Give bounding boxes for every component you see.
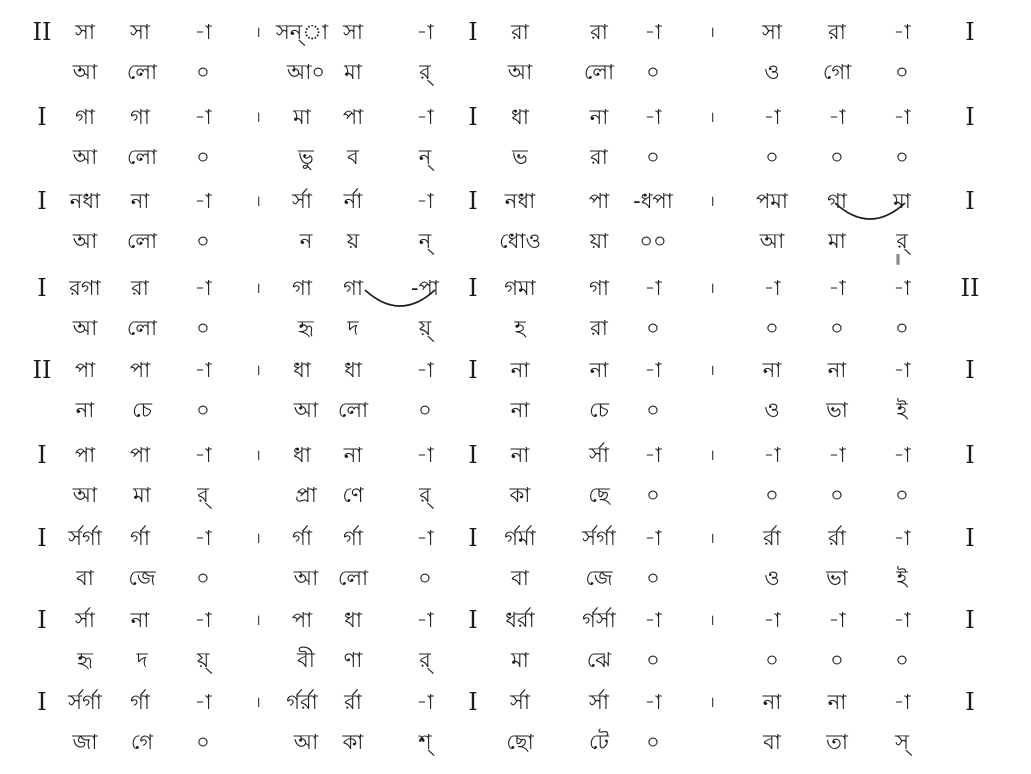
lyric-syllable: য়্‌ <box>418 316 432 340</box>
lyric-syllable: আ <box>72 229 98 253</box>
beat-divider: । <box>709 611 715 629</box>
swara-note: ধা <box>511 105 529 129</box>
bar-line: I <box>468 18 478 46</box>
swara-note: না <box>762 358 782 382</box>
swara-note: রা <box>131 276 149 300</box>
lyric-line <box>0 560 1031 596</box>
bar-line: I <box>965 688 975 716</box>
beat-divider: । <box>255 192 261 210</box>
bar-line: I <box>965 187 975 215</box>
lyric-syllable: ও <box>764 60 780 84</box>
swara-note: র্সা <box>292 189 312 213</box>
lyric-syllable: ই <box>896 566 908 590</box>
swara-line <box>0 99 1031 135</box>
swara-note: রা <box>590 20 608 44</box>
lyric-line <box>0 139 1031 175</box>
lyric-syllable: জে <box>585 566 613 590</box>
bar-line: I <box>37 103 47 131</box>
swara-note: -া <box>416 105 434 129</box>
lyric-syllable: লো <box>583 60 615 84</box>
swara-note: নধা <box>69 189 101 213</box>
beat-divider: । <box>255 529 261 547</box>
lyric-syllable: ন <box>299 229 313 253</box>
lyric-syllable: দ <box>347 316 359 340</box>
lyric-syllable: ভা <box>826 566 848 590</box>
tie-mark: ‖ <box>895 252 901 265</box>
swara-note: -া <box>763 105 781 129</box>
lyric-syllable: স্‌ <box>895 730 909 754</box>
swara-note: র্সা <box>589 690 609 714</box>
lyric-syllable: হ <box>514 316 526 340</box>
lyric-syllable: আ <box>72 145 98 169</box>
swara-note: -া <box>416 443 434 467</box>
lyric-syllable: ব <box>347 145 359 169</box>
lyric-line <box>0 724 1031 760</box>
lyric-syllable: ০ <box>646 730 660 754</box>
bar-line: I <box>37 187 47 215</box>
swara-note: -া <box>893 608 911 632</box>
swara-note: সা <box>75 20 95 44</box>
lyric-syllable: বা <box>511 566 529 590</box>
swara-note: গা <box>292 276 312 300</box>
lyric-syllable: মা <box>344 60 362 84</box>
lyric-syllable: ০ <box>196 316 210 340</box>
swara-note: -া <box>644 20 662 44</box>
beat-divider: । <box>255 693 261 711</box>
lyric-syllable: চে <box>589 398 609 422</box>
swara-note: -া <box>194 526 212 550</box>
lyric-syllable: লো <box>126 316 158 340</box>
lyric-syllable: ০ <box>646 483 660 507</box>
swara-note: পা <box>129 358 151 382</box>
lyric-syllable: ০ <box>830 316 844 340</box>
beat-divider: । <box>709 279 715 297</box>
swara-note: সা <box>343 20 363 44</box>
lyric-syllable: ০ <box>765 316 779 340</box>
swara-note: না <box>130 189 150 213</box>
lyric-syllable: জে <box>128 566 156 590</box>
swara-note: না <box>827 358 847 382</box>
lyric-syllable: ০ <box>895 316 909 340</box>
swara-note: -া <box>644 276 662 300</box>
swara-note: -া <box>644 608 662 632</box>
lyric-syllable: ০ <box>830 648 844 672</box>
lyric-syllable: ০ <box>646 316 660 340</box>
lyric-syllable: র্‌ <box>419 60 431 84</box>
lyric-syllable: ০ <box>765 648 779 672</box>
swara-note: র্গা <box>343 526 363 550</box>
notation-row <box>0 183 1031 267</box>
lyric-syllable: ভা <box>826 398 848 422</box>
lyric-syllable: আ <box>72 316 98 340</box>
lyric-syllable: ০ <box>830 145 844 169</box>
swara-note: ধা <box>344 608 362 632</box>
swara-note: -া <box>893 105 911 129</box>
swara-note: -া <box>828 608 846 632</box>
lyric-syllable: গো <box>822 60 852 84</box>
swara-note: -া <box>194 105 212 129</box>
beat-divider: । <box>255 611 261 629</box>
double-bar-line: II <box>960 274 980 302</box>
lyric-syllable: আ০ <box>286 60 326 84</box>
beat-divider: । <box>255 446 261 464</box>
swara-note: -া <box>416 690 434 714</box>
swara-line <box>0 270 1031 306</box>
bar-line: I <box>468 688 478 716</box>
swara-note: মা <box>893 189 911 213</box>
beat-divider: । <box>255 108 261 126</box>
swara-note: -া <box>416 358 434 382</box>
lyric-syllable: ন্‌ <box>418 145 432 169</box>
lyric-syllable: আ <box>507 60 533 84</box>
lyric-syllable: ০ <box>196 145 210 169</box>
swara-note: না <box>762 690 782 714</box>
lyric-syllable: বা <box>76 566 94 590</box>
swara-line <box>0 14 1031 50</box>
lyric-syllable: জা <box>72 730 98 754</box>
swara-note: -া <box>763 443 781 467</box>
swara-note: -া <box>893 276 911 300</box>
lyric-syllable: লো <box>126 229 158 253</box>
swara-note: র্সর্গা <box>68 526 102 550</box>
lyric-syllable: আ <box>72 60 98 84</box>
lyric-syllable: ০ <box>895 145 909 169</box>
double-bar-line: II <box>32 18 52 46</box>
swara-note: -া <box>194 276 212 300</box>
lyric-syllable: ঝে <box>586 648 612 672</box>
lyric-syllable: তা <box>826 730 848 754</box>
swara-note: -া <box>828 276 846 300</box>
bar-line: I <box>37 441 47 469</box>
double-bar-line: II <box>32 356 52 384</box>
lyric-syllable: র্‌ <box>896 229 908 253</box>
swara-note: র্গা <box>292 526 312 550</box>
lyric-syllable: না <box>510 398 530 422</box>
lyric-syllable: র্‌ <box>419 648 431 672</box>
swara-note: -া <box>763 276 781 300</box>
swara-note: র্রা <box>828 526 846 550</box>
swara-note: -া <box>893 443 911 467</box>
swara-note: গা <box>343 276 363 300</box>
beat-divider: । <box>709 108 715 126</box>
swara-line <box>0 183 1031 219</box>
notation-row <box>0 520 1031 604</box>
swara-note: -া <box>644 443 662 467</box>
swara-note: -া <box>416 526 434 550</box>
swara-note: ধা <box>293 443 311 467</box>
swara-note: র্না <box>343 189 363 213</box>
bar-line: I <box>468 524 478 552</box>
lyric-line <box>0 477 1031 513</box>
swara-line <box>0 602 1031 638</box>
swara-note: সা <box>130 20 150 44</box>
swara-note: র্সা <box>510 690 530 714</box>
lyric-syllable: ও <box>764 398 780 422</box>
notation-row <box>0 99 1031 183</box>
swara-note: -া <box>194 358 212 382</box>
swara-note: পমা <box>755 189 789 213</box>
lyric-syllable: মা <box>511 648 529 672</box>
lyric-syllable: ০ <box>646 60 660 84</box>
lyric-syllable: আ <box>72 483 98 507</box>
swara-note: নধা <box>504 189 536 213</box>
bar-line: I <box>965 441 975 469</box>
swara-note: র্গর্মা <box>504 526 536 550</box>
swara-note: -া <box>644 526 662 550</box>
beat-divider: । <box>255 361 261 379</box>
lyric-syllable: লো <box>126 60 158 84</box>
lyric-syllable: র্‌ <box>419 483 431 507</box>
beat-divider: । <box>709 23 715 41</box>
lyric-syllable: য়া <box>589 229 609 253</box>
lyric-syllable: ০ <box>646 648 660 672</box>
bar-line: I <box>965 103 975 131</box>
swara-note: গা <box>130 105 150 129</box>
swara-note: না <box>510 358 530 382</box>
swara-note: মা <box>293 105 311 129</box>
lyric-syllable: হৃ <box>77 648 93 672</box>
swara-note: রগা <box>69 276 101 300</box>
lyric-syllable: গে <box>130 730 154 754</box>
swara-note: র্গর্সা <box>582 608 616 632</box>
lyric-syllable: শ্‌ <box>418 730 432 754</box>
notation-row <box>0 14 1031 98</box>
notation-row <box>0 352 1031 436</box>
swara-note: ধর্রা <box>505 608 535 632</box>
swara-note: -া <box>644 690 662 714</box>
lyric-syllable: ছো <box>506 730 534 754</box>
lyric-syllable: ভু <box>298 145 314 169</box>
beat-divider: । <box>255 279 261 297</box>
lyric-syllable: ণে <box>342 483 364 507</box>
lyric-syllable: চে <box>132 398 152 422</box>
beat-divider: । <box>709 693 715 711</box>
lyric-syllable: আ <box>293 398 319 422</box>
lyric-syllable: র্‌ <box>197 483 209 507</box>
swara-note: -া <box>644 105 662 129</box>
lyric-syllable: ও <box>764 566 780 590</box>
swara-note: না <box>130 608 150 632</box>
swara-note: পা <box>74 443 96 467</box>
swara-note: পা <box>291 608 313 632</box>
lyric-syllable: লো <box>337 398 369 422</box>
lyric-syllable: ধোও <box>499 229 541 253</box>
lyric-syllable: রা <box>590 145 608 169</box>
swara-note: ধা <box>293 358 311 382</box>
lyric-syllable: ০ <box>196 730 210 754</box>
lyric-syllable: ০০ <box>639 229 667 253</box>
notation-row <box>0 602 1031 686</box>
bar-line: I <box>965 356 975 384</box>
beat-divider: । <box>709 446 715 464</box>
swara-note: র্রা <box>344 690 362 714</box>
bar-line: I <box>37 688 47 716</box>
bar-line: I <box>468 187 478 215</box>
swara-note: র্সা <box>589 443 609 467</box>
lyric-syllable: ০ <box>196 229 210 253</box>
bar-line: I <box>37 606 47 634</box>
swara-line <box>0 352 1031 388</box>
lyric-syllable: বী <box>297 648 315 672</box>
bar-line: I <box>965 606 975 634</box>
swara-note: র্সর্গা <box>68 690 102 714</box>
swara-note: সা <box>762 20 782 44</box>
lyric-syllable: আ <box>293 566 319 590</box>
lyric-syllable: হৃ <box>298 316 314 340</box>
swara-note: সন্‌া <box>275 20 329 44</box>
swara-note: -া <box>828 443 846 467</box>
lyric-syllable: ০ <box>895 648 909 672</box>
lyric-syllable: ০ <box>196 566 210 590</box>
lyric-syllable: ০ <box>895 60 909 84</box>
lyric-syllable: ০ <box>765 483 779 507</box>
bar-line: I <box>468 441 478 469</box>
swara-note: র্সর্গা <box>582 526 616 550</box>
swara-note: -া <box>416 189 434 213</box>
swara-note: র্গর্রা <box>286 690 318 714</box>
bar-line: I <box>37 274 47 302</box>
lyric-line <box>0 54 1031 90</box>
swara-note: গা <box>75 105 95 129</box>
lyric-syllable: ০ <box>418 566 432 590</box>
swara-note: -ধপা <box>633 189 673 213</box>
swara-note: পা <box>74 358 96 382</box>
bar-line: I <box>468 356 478 384</box>
swara-line <box>0 437 1031 473</box>
swara-note: রা <box>511 20 529 44</box>
lyric-syllable: দ <box>136 648 148 672</box>
notation-row <box>0 684 1031 768</box>
lyric-syllable: টে <box>589 730 609 754</box>
swara-note: র্গা <box>130 526 150 550</box>
lyric-syllable: ০ <box>830 483 844 507</box>
lyric-syllable: ণা <box>343 648 363 672</box>
swara-note: -া <box>893 526 911 550</box>
swara-note: গা <box>827 189 847 213</box>
beat-divider: । <box>255 23 261 41</box>
swara-note: -া <box>194 189 212 213</box>
beat-divider: । <box>709 529 715 547</box>
notation-row <box>0 270 1031 354</box>
bar-line: I <box>965 18 975 46</box>
swara-note: -া <box>194 443 212 467</box>
swara-note: না <box>510 443 530 467</box>
swara-note: পা <box>588 189 610 213</box>
lyric-syllable: ছে <box>588 483 610 507</box>
swara-note: গমা <box>504 276 536 300</box>
lyric-syllable: রা <box>590 316 608 340</box>
lyric-syllable: লো <box>337 566 369 590</box>
lyric-syllable: ই <box>896 398 908 422</box>
swara-note: র্রা <box>763 526 781 550</box>
lyric-syllable: ভ <box>512 145 528 169</box>
lyric-syllable: ০ <box>418 398 432 422</box>
lyric-syllable: ০ <box>196 398 210 422</box>
lyric-syllable: ০ <box>646 398 660 422</box>
lyric-syllable: য়্‌ <box>196 648 210 672</box>
lyric-syllable: ০ <box>646 145 660 169</box>
bar-line: I <box>37 524 47 552</box>
swara-line <box>0 684 1031 720</box>
swara-note: -া <box>893 690 911 714</box>
lyric-syllable: ০ <box>895 483 909 507</box>
bar-line: I <box>468 103 478 131</box>
swara-note: পা <box>129 443 151 467</box>
bar-line: I <box>468 606 478 634</box>
swara-note: পা <box>342 105 364 129</box>
beat-divider: । <box>709 192 715 210</box>
swara-note: -া <box>194 20 212 44</box>
lyric-syllable: আ <box>759 229 785 253</box>
swara-note: রা <box>828 20 846 44</box>
swara-note: -া <box>893 20 911 44</box>
swara-note: না <box>589 105 609 129</box>
swara-note: -া <box>893 358 911 382</box>
lyric-syllable: মা <box>133 483 151 507</box>
lyric-syllable: না <box>75 398 95 422</box>
lyric-syllable: কা <box>509 483 531 507</box>
swara-note: -পা <box>411 276 439 300</box>
swara-note: গা <box>589 276 609 300</box>
swara-note: -া <box>416 20 434 44</box>
lyric-syllable: ন্‌ <box>418 229 432 253</box>
swara-note: র্গা <box>130 690 150 714</box>
lyric-syllable: আ <box>293 730 319 754</box>
swara-note: -া <box>644 358 662 382</box>
swara-note: র্সা <box>75 608 95 632</box>
swara-note: -া <box>416 608 434 632</box>
lyric-line <box>0 223 1031 259</box>
swara-note: না <box>343 443 363 467</box>
lyric-syllable: লো <box>126 145 158 169</box>
lyric-line <box>0 392 1031 428</box>
swara-note: -া <box>194 608 212 632</box>
beat-divider: । <box>709 361 715 379</box>
bar-line: I <box>965 524 975 552</box>
notation-row <box>0 437 1031 521</box>
lyric-syllable: য় <box>346 229 360 253</box>
lyric-syllable: প্রা <box>295 483 317 507</box>
lyric-syllable: কা <box>342 730 364 754</box>
swara-note: না <box>827 690 847 714</box>
lyric-syllable: মা <box>828 229 846 253</box>
swara-note: -া <box>194 690 212 714</box>
swara-line <box>0 520 1031 556</box>
lyric-line <box>0 642 1031 678</box>
swara-note: ধা <box>344 358 362 382</box>
lyric-syllable: বা <box>763 730 781 754</box>
lyric-line <box>0 310 1031 346</box>
swara-note: না <box>589 358 609 382</box>
swara-note: -া <box>828 105 846 129</box>
lyric-syllable: ০ <box>646 566 660 590</box>
bar-line: I <box>468 274 478 302</box>
swara-note: -া <box>763 608 781 632</box>
lyric-syllable: ০ <box>765 145 779 169</box>
lyric-syllable: ০ <box>196 60 210 84</box>
